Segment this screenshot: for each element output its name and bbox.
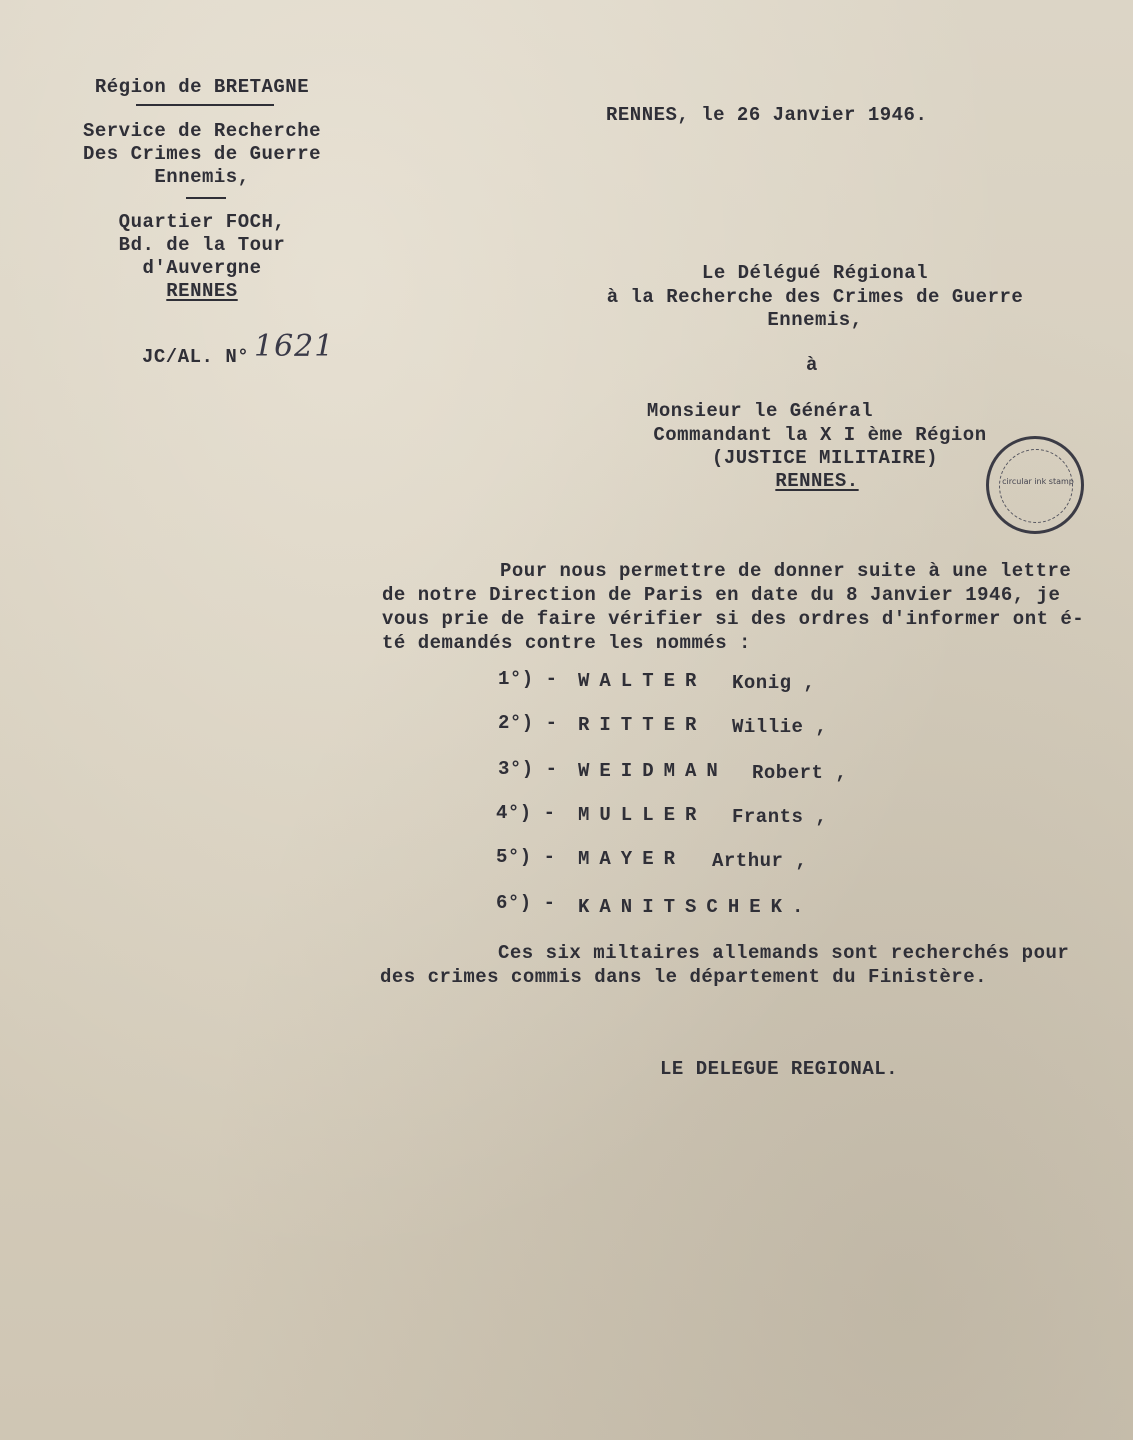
letterhead-address-line-1: Quartier FOCH,	[118, 211, 286, 233]
list-item-surname: MAYER	[578, 848, 686, 870]
body-line-4: té demandés contre les nommés :	[382, 632, 751, 654]
list-item-surname: MULLER	[578, 804, 707, 826]
recipient-line-4: RENNES.	[775, 470, 859, 492]
list-item-given-name: Frants ,	[732, 806, 828, 828]
body-line-1: Pour nous permettre de donner suite à une lettre	[500, 560, 1072, 582]
stamp-label: circular ink stamp	[1002, 477, 1074, 486]
letterhead-service-line-2: Des Crimes de Guerre	[82, 143, 322, 165]
dateline: RENNES, le 26 Janvier 1946.	[606, 104, 928, 126]
letterhead-address-line-2: Bd. de la Tour	[118, 234, 286, 256]
list-item-given-name: Arthur ,	[712, 850, 808, 872]
sender-line-1: Le Délégué Régional	[701, 262, 929, 284]
closing-line-2: des crimes commis dans le département du Finistère.	[380, 966, 987, 988]
letterhead-service-line-1: Service de Recherche	[82, 120, 322, 142]
list-item-surname: WEIDMAN	[578, 760, 728, 782]
to-word: à	[806, 354, 818, 376]
recipient-line-1: Monsieur le Général	[646, 400, 874, 422]
list-item-number: 6°) -	[496, 892, 556, 914]
letterhead-address-city: RENNES	[166, 280, 238, 302]
letterhead-address-line-3: d'Auvergne	[142, 257, 262, 279]
letterhead-service-line-3: Ennemis,	[154, 166, 250, 188]
sender-line-2: à la Recherche des Crimes de Guerre	[606, 286, 1024, 308]
list-item-number: 1°) -	[498, 668, 558, 690]
list-item-number: 5°) -	[496, 846, 556, 868]
sender-line-3: Ennemis,	[767, 309, 863, 331]
list-item-number: 3°) -	[498, 758, 558, 780]
letterhead-rule-1	[136, 104, 274, 106]
body-line-3: vous prie de faire vérifier si des ordres d'informer ont é-	[382, 608, 1085, 630]
letterhead-region: Région de BRETAGNE	[94, 76, 310, 98]
list-item-given-name: Willie ,	[732, 716, 828, 738]
signature-line: LE DELEGUE REGIONAL.	[660, 1058, 899, 1080]
recipient-line-2: Commandant la X I ème Région	[653, 424, 987, 446]
list-item-given-name: Konig ,	[732, 672, 816, 694]
list-item-surname: KANITSCHEK.	[578, 896, 814, 918]
list-item-number: 4°) -	[496, 802, 556, 824]
letterhead-rule-2	[186, 197, 226, 199]
body-line-2: de notre Direction de Paris en date du 8 Janvier 1946, je	[382, 584, 1061, 606]
reference-label: JC/AL. N°	[142, 346, 250, 368]
list-item-number: 2°) -	[498, 712, 558, 734]
list-item-surname: RITTER	[578, 714, 707, 736]
recipient-line-3: (JUSTICE MILITAIRE)	[711, 447, 939, 469]
list-item-surname: WALTER	[578, 670, 707, 692]
list-item-given-name: Robert ,	[752, 762, 848, 784]
closing-line-1: Ces six miltaires allemands sont recherchés pour	[498, 942, 1070, 964]
ink-stamp	[986, 436, 1084, 534]
reference-number-handwritten: 1621	[254, 329, 335, 364]
